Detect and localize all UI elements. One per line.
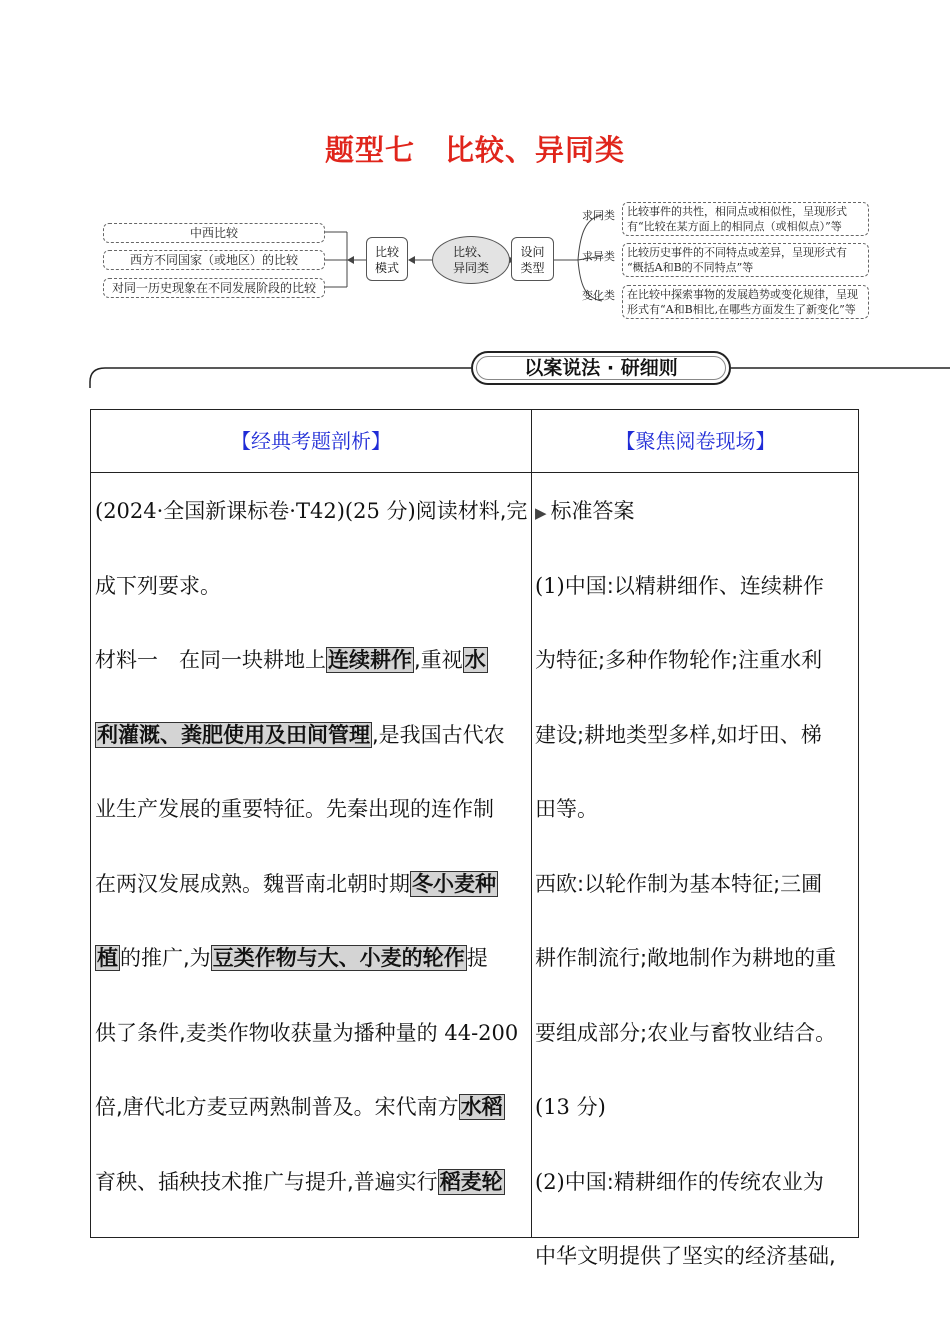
- triangle-marker-icon: ▶: [535, 504, 547, 522]
- text-segment: 中国:以精耕细作、连续耕作: [564, 573, 824, 598]
- question-line: [95, 1145, 529, 1220]
- center-topic-line: 异同类: [452, 261, 489, 275]
- question-line: [95, 623, 529, 698]
- highlighted-keyword: 水: [464, 648, 486, 672]
- text-segment: (1): [535, 573, 565, 598]
- answer-line: [535, 921, 857, 996]
- type-desc-same: [622, 202, 869, 236]
- text-segment: 44-200: [444, 1020, 519, 1045]
- standard-answer-text: [535, 474, 857, 1294]
- highlighted-keyword: 水稻: [460, 1095, 503, 1119]
- question-line: [95, 474, 529, 549]
- type-desc-different: [622, 243, 869, 277]
- left-column-header: 【经典考题剖析】: [231, 429, 391, 453]
- highlighted-keyword: 连续耕作: [328, 648, 412, 672]
- question-line: [95, 921, 529, 996]
- text-segment: (2): [535, 1169, 565, 1194]
- highlighted-keyword: 稻麦轮: [439, 1169, 503, 1194]
- text-segment: 倍,唐代北方麦豆两熟制普及。宋代南方: [95, 1095, 459, 1119]
- type-label-change: 变化类: [582, 289, 615, 302]
- type-desc-line: 比较事件的共性，相同点或相似性，呈现形式: [627, 205, 847, 218]
- question-line: [95, 847, 529, 922]
- section-banner: 以案说法 · 研细则: [471, 351, 731, 385]
- comparison-mode-line: 比较: [374, 245, 399, 259]
- compare-item-stages: 对同一历史现象在不同发展阶段的比较: [103, 278, 325, 298]
- text-segment: 田等。: [535, 797, 598, 821]
- question-line: [95, 996, 529, 1071]
- right-column-header: 【聚焦阅卷现场】: [615, 429, 776, 453]
- text-segment: 建设;耕地类型多样,如圩田、梯: [535, 722, 822, 747]
- type-desc-line: 比较历史事件的不同特点或差异，呈现形式有: [627, 246, 847, 259]
- type-desc-line: “概括A和B的不同特点”等: [627, 261, 754, 274]
- exam-question-text: [95, 474, 529, 1219]
- question-type-line: 设问: [520, 245, 545, 259]
- text-segment: (2024·全国新课标卷·T42)(25 分): [95, 499, 416, 523]
- answer-line: [535, 847, 857, 922]
- text-segment: (13 分): [535, 1095, 606, 1119]
- text-segment: 的推广,为: [120, 946, 211, 970]
- answer-line: [535, 1219, 857, 1294]
- text-segment: 中华文明提供了坚实的经济基础,: [535, 1244, 836, 1268]
- text-segment: ,重视: [414, 648, 463, 672]
- answer-line: [535, 996, 857, 1071]
- question-type-box: [511, 237, 554, 281]
- center-topic-line: 比较、: [452, 245, 489, 259]
- text-segment: 育秧、插秧技术推广与提升,普遍实行: [95, 1169, 438, 1194]
- answer-line: [535, 772, 857, 847]
- answer-line: [535, 1070, 857, 1145]
- text-segment: 要组成部分;农业与畜牧业结合。: [535, 1020, 837, 1045]
- text-segment: 业生产发展的重要特征。先秦出现的连作制: [95, 797, 494, 821]
- question-line: [95, 698, 529, 773]
- text-segment: 标准答案: [550, 499, 635, 523]
- compare-item-western-countries: 西方不同国家（或地区）的比较: [103, 250, 325, 270]
- highlighted-keyword: 冬小麦种: [412, 871, 496, 896]
- text-segment: 在两汉发展成熟。魏晋南北朝时期: [95, 871, 410, 896]
- answer-line: [535, 623, 857, 698]
- text-segment: ,是我国古代农: [372, 722, 505, 747]
- page-title: 题型七 比较、异同类: [324, 133, 625, 167]
- type-desc-change: [622, 285, 869, 319]
- text-segment: 供了条件,麦类作物收获量为播种量的: [95, 1020, 445, 1045]
- text-segment: 中国:精耕细作的传统农业为: [564, 1169, 824, 1194]
- table-column-divider: [531, 410, 532, 1237]
- center-topic-ellipse: [432, 236, 510, 284]
- comparison-mode-line: 模式: [374, 261, 399, 275]
- answer-line: [535, 698, 857, 773]
- type-desc-line: 在比较中探索事物的发展趋势或变化规律，呈现: [627, 288, 858, 301]
- answer-line: [535, 549, 857, 624]
- highlighted-keyword: 植: [97, 946, 118, 970]
- text-segment: 提: [466, 946, 488, 970]
- type-label-different: 求异类: [582, 250, 615, 263]
- text-segment: 成下列要求。: [95, 573, 221, 598]
- type-label-same: 求同类: [582, 209, 615, 222]
- analysis-table: [90, 409, 859, 1268]
- answer-line: [535, 1145, 857, 1220]
- question-line: [95, 1070, 529, 1145]
- type-desc-line: 形式有“A和B相比,在哪些方面发生了新变化”等: [627, 303, 856, 316]
- question-type-line: 类型: [520, 261, 545, 275]
- question-line: [95, 772, 529, 847]
- highlighted-keyword: 豆类作物与大、小麦的轮作: [212, 946, 465, 970]
- text-segment: 阅读材料,完: [415, 499, 528, 523]
- answer-line: [535, 474, 857, 549]
- highlighted-keyword: 利灌溉、粪肥使用及田间管理: [97, 722, 370, 747]
- text-segment: 耕作制流行;敞地制作为耕地的重: [535, 946, 837, 970]
- text-segment: 西欧:以轮作制为基本特征;三圃: [535, 871, 823, 896]
- text-segment: 为特征;多种作物轮作;注重水利: [535, 648, 823, 672]
- table-header-divider: [91, 472, 858, 473]
- question-line: [95, 549, 529, 624]
- type-desc-line: 有“比较在某方面上的相同点（或相似点）”等: [627, 220, 842, 233]
- text-segment: 材料一 在同一块耕地上: [95, 648, 326, 672]
- comparison-mode-box: [366, 237, 408, 281]
- compare-item-china-west: 中西比较: [103, 223, 325, 243]
